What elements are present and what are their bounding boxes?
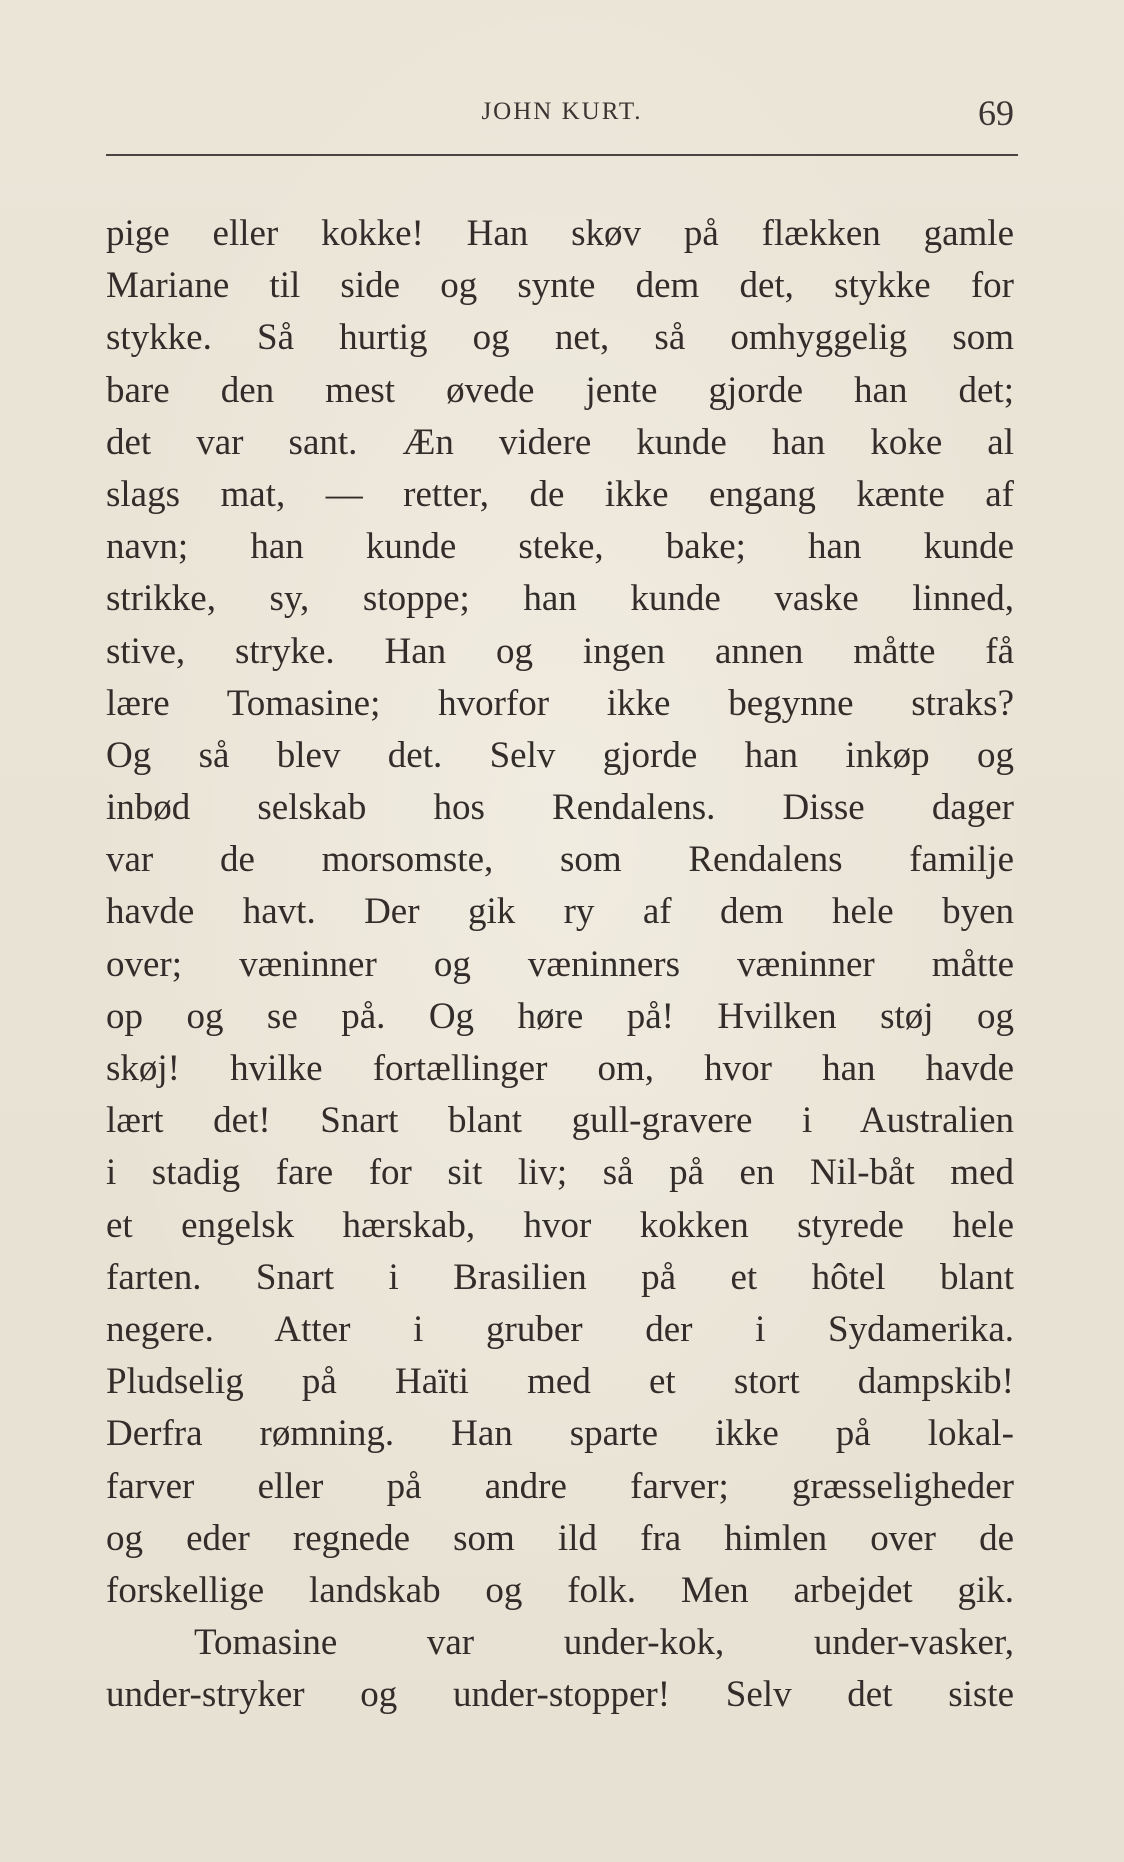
text-line: det var sant. Æn videre kunde han koke al <box>106 421 1014 463</box>
text-line: strikke, sy, stoppe; han kunde vaske linned, <box>106 578 1014 620</box>
text-line: var de morsomste, som Rendalens familje <box>106 839 1014 881</box>
header-rule <box>106 154 1018 156</box>
page-header <box>106 92 1018 140</box>
text-line: inbød selskab hos Rendalens. Disse dager <box>106 787 1014 829</box>
text-line: skøj! hvilke fortællinger om, hvor han havde <box>106 1048 1014 1089</box>
text-line: et engelsk hærskab, hvor kokken styrede hele <box>106 1204 1014 1246</box>
text-line: lære Tomasine; hvorfor ikke begynne straks? <box>106 682 1014 724</box>
text-line: stykke. Så hurtig og net, så omhyggelig som <box>106 317 1014 359</box>
text-line: pige eller kokke! Han skøv på flækken gamle <box>106 213 1014 254</box>
text-line: stive, stryke. Han og ingen annen måtte få <box>106 630 1014 672</box>
page-number: 69 <box>978 93 1014 133</box>
text-line: lært det! Snart blant gull-gravere i Australien <box>106 1100 1014 1142</box>
text-line: Og så blev det. Selv gjorde han inkøp og <box>106 734 1014 776</box>
text-line: havde havt. Der gik ry af dem hele byen <box>106 891 1014 933</box>
text-line: Pludselig på Haïti med et stort dampskib! <box>106 1361 1014 1403</box>
text-line: negere. Atter i gruber der i Sydamerika. <box>106 1308 1014 1350</box>
running-title: JOHN KURT. <box>481 98 643 125</box>
text-line: farver eller på andre farver; græsseligheder <box>106 1465 1014 1507</box>
text-line: Tomasine var under-kok, under-vasker, <box>194 1622 1014 1664</box>
text-line: farten. Snart i Brasilien på et hôtel blant <box>106 1256 1014 1298</box>
text-line: op og se på. Og høre på! Hvilken støj og <box>106 995 1014 1037</box>
text-line: i stadig fare for sit liv; så på en Nil-båt med <box>106 1152 1014 1194</box>
text-line: og eder regnede som ild fra himlen over de <box>106 1517 1014 1559</box>
text-line: slags mat, — retter, de ikke engang kænte af <box>106 473 1014 515</box>
body-text <box>106 208 1014 1721</box>
text-line: forskellige landskab og folk. Men arbejdet gik. <box>106 1569 1014 1611</box>
text-line: bare den mest øvede jente gjorde han det; <box>106 369 1014 411</box>
text-line: Mariane til side og synte dem det, stykke for <box>106 265 1014 307</box>
text-line: Derfra rømning. Han sparte ikke på lokal- <box>106 1413 1014 1455</box>
text-line: over; væninner og væninners væninner måtte <box>106 943 1014 985</box>
text-line: under-stryker og under-stopper! Selv det siste <box>106 1674 1014 1716</box>
text-line: navn; han kunde steke, bake; han kunde <box>106 526 1014 568</box>
